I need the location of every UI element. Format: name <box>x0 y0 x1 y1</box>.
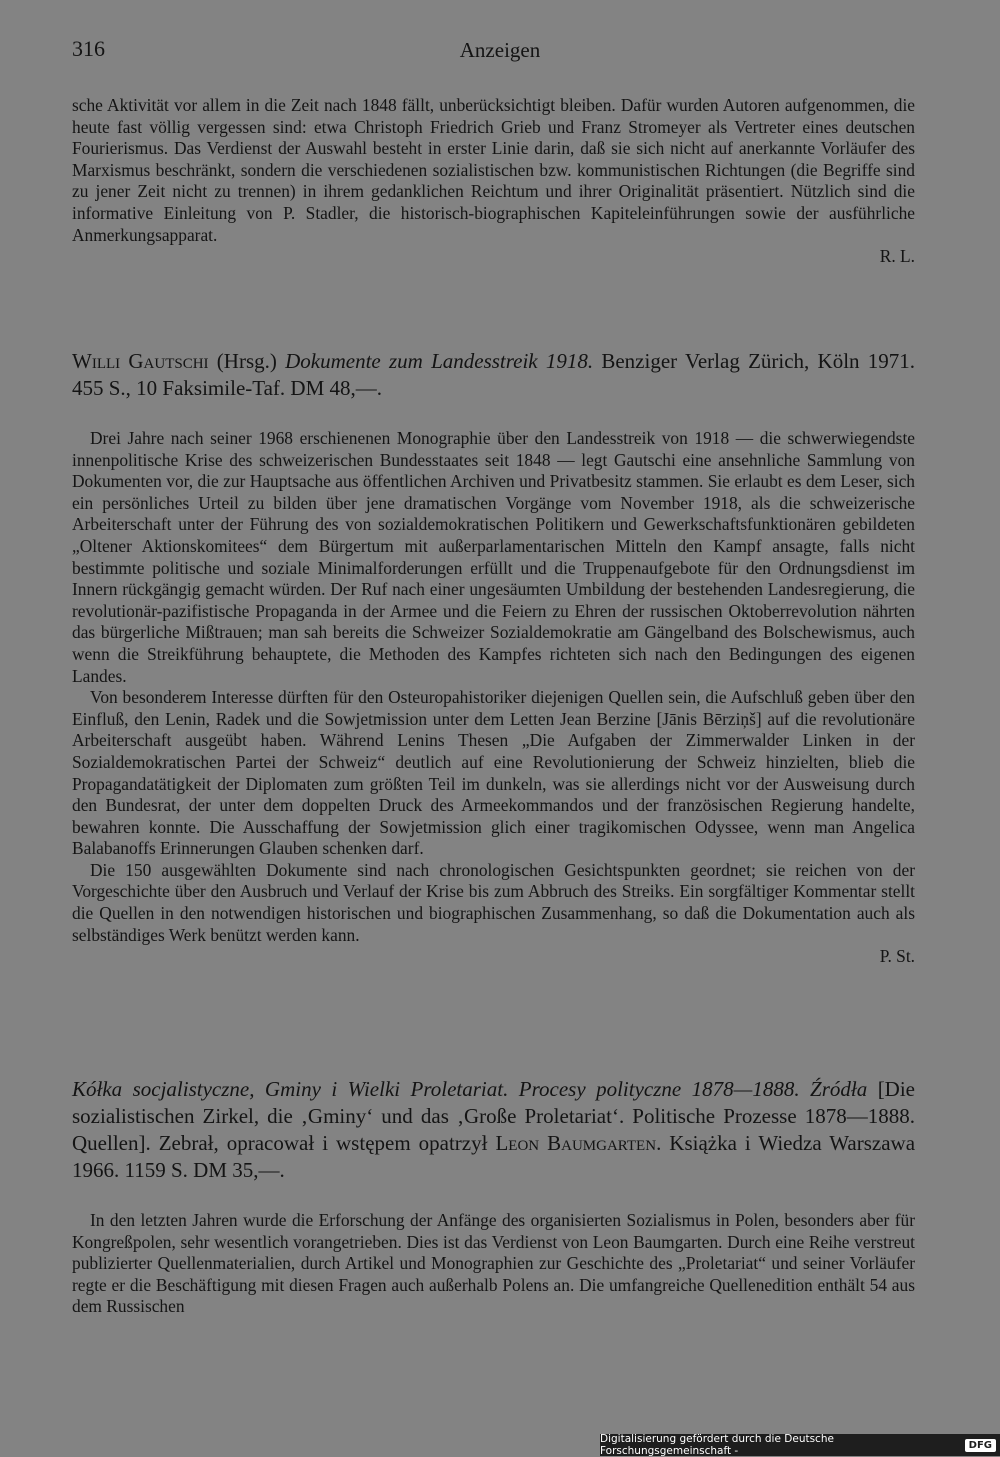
page-number: 316 <box>72 36 105 61</box>
dfg-logo-icon: DFG <box>965 1439 996 1452</box>
review-2-signature: P. St. <box>879 946 915 967</box>
digitization-footer <box>600 1434 1000 1456</box>
review-2-paragraph-3: Die 150 ausgewählten Dokumente sind nach chronologischen Gesichtspunkten geordnet; sie reichen von der Vorgeschichte über den Ausbruch und Verlauf der Krise bis zum Abbruch des Streiks. Ein sorgfältiger Kommentar stellt die Quellen in den notwendigen historischen und biographischen Zusammenhang, so daß die Dokumentation auch als selbständiges Werk benützt werden kann. <box>72 859 915 945</box>
review-3-title-polish: Kółka socjalistyczne, Gminy i Wielki Proletariat. Procesy polityczne 1878—1888. Źródła <box>72 1077 868 1101</box>
review-2-body <box>72 428 915 968</box>
review-2-title: Dokumente zum Landesstreik 1918. <box>285 349 594 373</box>
review-2-paragraph-2: Von besonderem Interesse dürften für den Osteuropahistoriker diejenigen Quellen sein, die Aufschluß geben über den Einfluß, den Lenin, Radek und die Sowjetmission unter dem Letten Jean Berzine [Jānis Bērziņš] auf die revolutionäre Arbeiterschaft ausgeübt haben. Während Lenins Thesen „Die Aufgaben der Zimmerwalder Linken in der Sozialdemokratischen Partei der Schweiz“ deutlich auf eine Revolutionierung der Schweiz hinzielten, blieb die Propagandatätigkeit der Diplomaten zum größten Teil im dunkeln, was sie allerdings nicht vor der Ausweisung durch den Bundesrat, der unter dem doppelten Druck des Armeekommandos und der französischen Regierung handelte, bewahren konnte. Die Ausschaffung der Sowjetmission glich einer tragikomischen Odyssee, wenn man Angelica Balabanoffs Erinnerungen Glauben schenken darf. <box>72 687 915 859</box>
review-2-paragraph-1: Drei Jahre nach seiner 1968 erschienenen Monographie über den Landesstreik von 1918 — die schwerwiegendste innenpolitische Krise des schweizerischen Bundesstaates seit 1848 — legt Gautschi eine ansehnliche Sammlung von Dokumenten vor, die zur Hauptsache aus öffentlichen Archiven und Privatbesitz stammen. Sie erlaubt es dem Leser, sich ein persönliches Urteil zu bilden über jene dramatischen Vorgänge vom November 1918, als die schweizerische Arbeiterschaft unter der Führung des von sozialdemokratischen Politikern und Gewerkschaftsfunktionären gebildeten „Oltener Aktionskomitees“ dem Bürgertum mit außerparlamentarischen Mitteln den Kampf ansagte, falls nicht bestimmte politische und soziale Minimalforderungen erfüllt und die Truppenaufgebote für den Ordnungsdienst im Innern rückgängig gemacht würden. Der Ruf nach einer ungesäumten Umbildung der bestehenden Landesregierung, die revolutionär-pazifistische Propaganda in der Armee und die Feiern zu Ehren der russischen Oktoberrevolution nährten das bürgerliche Mißtrauen; man sah bereits die Schweizer Sozialdemokratie am Gängelband des Bolschewismus, auch wenn die Streikführung behauptete, die Methoden des Kampfes richteten sich nach den Bedingungen des eigenen Landes. <box>72 428 915 686</box>
review-2-author-role: (Hrsg.) <box>216 349 277 373</box>
review-3-title-german: [Die sozialistischen Zirkel, die ‚Gminy‘ und das ‚Große Proletariat‘. Politische Prozesse 1878—1888. Quellen]. Zebrał, opracował i wstępem opatrzył <box>72 1077 916 1155</box>
review-2-imprint: Benziger Verlag Zürich, Köln 1971. 455 S., 10 Faksimile-Taf. DM 48,—. <box>72 349 916 400</box>
running-head: Anzeigen <box>459 38 541 62</box>
review-3-editor: Leon Baumgarten <box>495 1131 657 1155</box>
review-3-imprint: . Książka i Wiedza Warszawa 1966. 1159 S. DM 35,—. <box>72 1131 916 1182</box>
review-2-author: Willi Gautschi <box>72 349 209 373</box>
review-1-signature: R. L. <box>879 246 915 267</box>
footer-text: Digitalisierung gefördert durch die Deutsche Forschungsgemeinschaft - <box>600 1433 834 1457</box>
review-2-heading <box>72 348 915 402</box>
review-3-heading <box>72 1076 915 1184</box>
review-1-continuation <box>72 95 915 268</box>
review-3-paragraph-1: In den letzten Jahren wurde die Erforschung der Anfänge des organisierten Sozialismus in Polen, besonders aber für Kongreßpolen, sehr wesentlich vorangetrieben. Dies ist das Verdienst von Leon Baumgarten. Durch eine Reihe verstreut publizierter Quellenmaterialien, durch Artikel und Monographien zur Geschichte des „Proletariat“ und seiner Vorläufer regte er die Beschäftigung mit diesen Fragen auch außerhalb Polens an. Die umfangreiche Quellenedition enthält 54 aus dem Russischen <box>72 1210 915 1317</box>
review-1-text: sche Aktivität vor allem in die Zeit nach 1848 fällt, unberücksichtigt bleiben. Dafür wurden Autoren aufgenommen, die heute fast völlig vergessen sind: etwa Christoph Friedrich Grieb und Franz Stromeyer als Vertreter eines deutschen Fourierismus. Das Verdienst der Auswahl besteht in erster Linie darin, daß sie sich nicht auf anerkannte Vorläufer des Marxismus beschränkt, sondern die verschiedenen sozialistischen bzw. kommunistischen Richtungen (die Begriffe sind zu jener Zeit nicht zu trennen) in ihrem gedanklichen Reichtum und ihrer Originalität präsentiert. Nützlich sind die informative Einleitung von P. Stadler, die historisch-biographischen Kapiteleinführungen sowie der ausführliche Anmerkungsapparat. <box>72 95 915 245</box>
review-3-body <box>72 1210 915 1318</box>
